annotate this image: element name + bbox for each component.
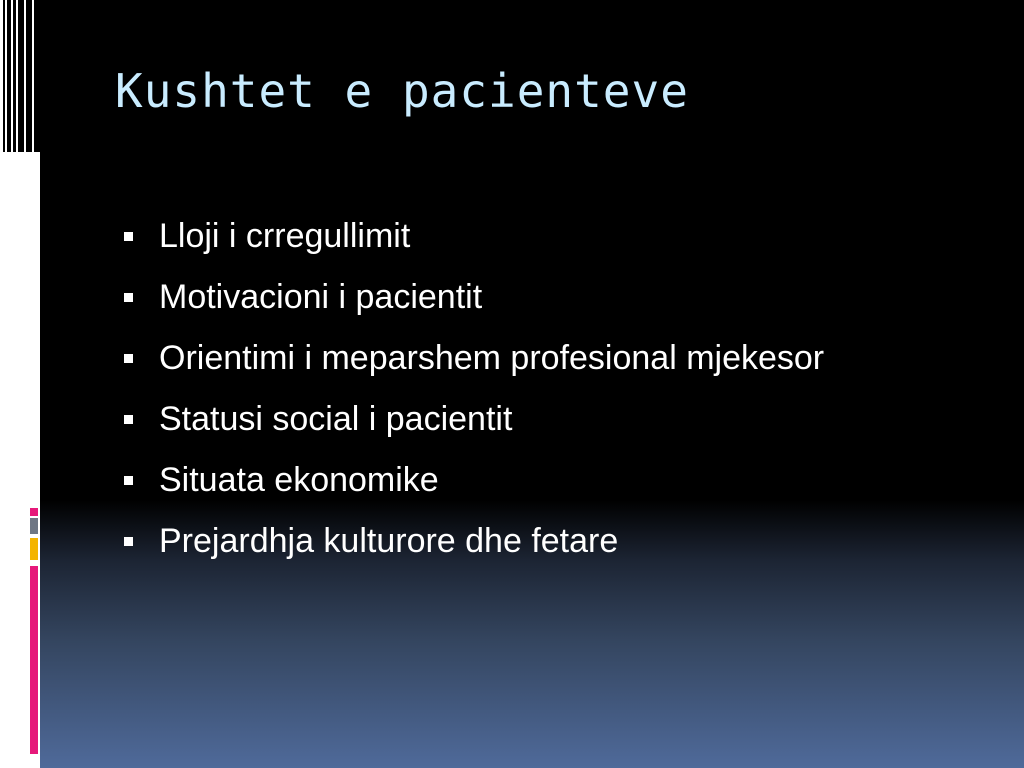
bullet-item	[124, 389, 824, 450]
square-bullet-icon	[124, 232, 133, 241]
square-bullet-icon	[124, 293, 133, 302]
bullet-item	[124, 511, 824, 572]
bullet-item	[124, 450, 824, 511]
stripe	[13, 0, 16, 152]
accent-bar-gray	[30, 518, 38, 534]
slide-title: Kushtet e pacienteve	[115, 64, 689, 118]
bullet-text: Lloji i crregullimit	[159, 217, 411, 255]
bullet-item	[124, 328, 824, 389]
stripe	[7, 0, 11, 152]
bullet-text: Motivacioni i pacientit	[159, 278, 483, 316]
accent-bar-pink	[30, 508, 38, 516]
bullet-text: Prejardhja kulturore dhe fetare	[159, 522, 619, 560]
bullet-text: Statusi social i pacientit	[159, 400, 513, 438]
stripe	[18, 0, 24, 152]
bullet-item	[124, 206, 824, 267]
bullet-item	[124, 267, 824, 328]
bullet-text: Orientimi i meparshem profesional mjekesor	[159, 339, 825, 377]
stripe	[3, 0, 5, 152]
stripe	[34, 0, 40, 152]
bullet-text: Situata ekonomike	[159, 461, 439, 499]
accent-bar-pink-long	[30, 566, 38, 754]
square-bullet-icon	[124, 476, 133, 485]
decorative-stripes	[3, 0, 39, 152]
stripe	[26, 0, 32, 152]
square-bullet-icon	[124, 354, 133, 363]
square-bullet-icon	[124, 415, 133, 424]
accent-bar-yellow	[30, 538, 38, 560]
square-bullet-icon	[124, 537, 133, 546]
bullet-list	[124, 206, 824, 572]
